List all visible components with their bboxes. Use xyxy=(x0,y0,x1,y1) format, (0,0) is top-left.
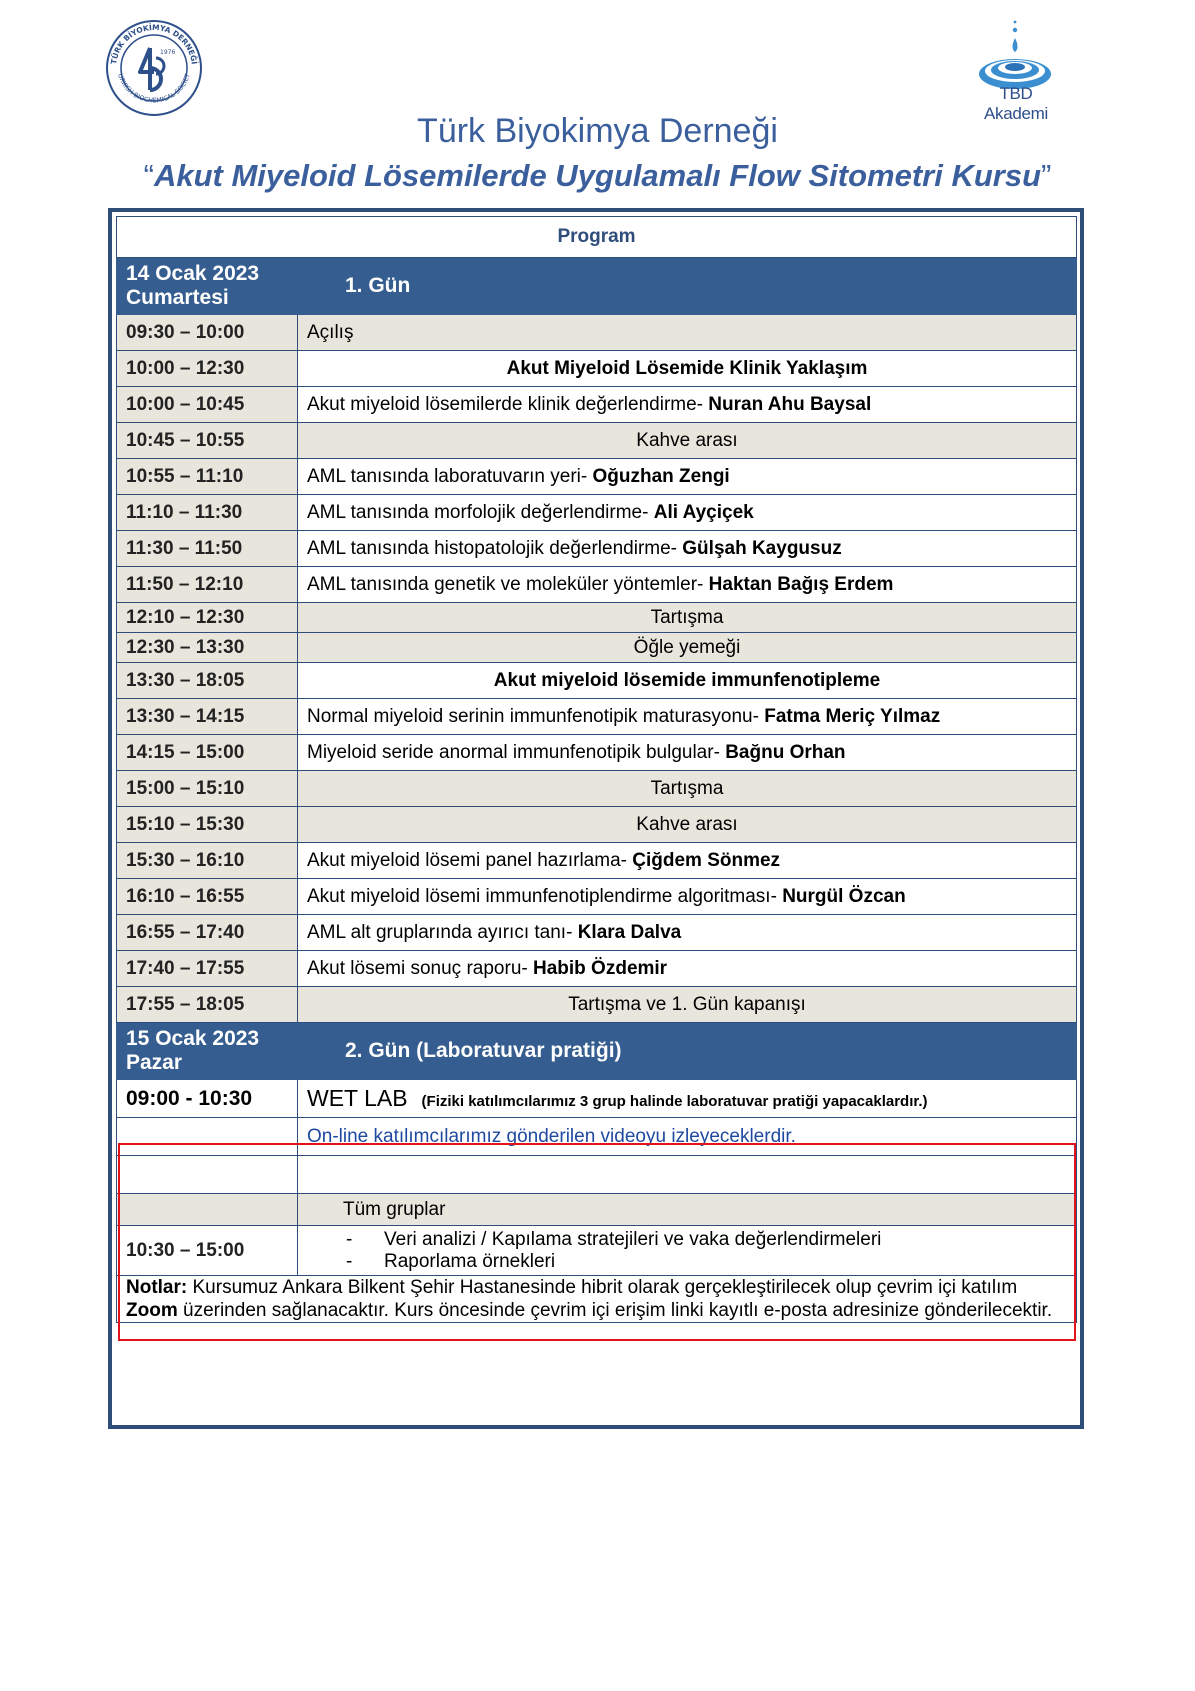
speaker-name: Oğuzhan Zengi xyxy=(592,465,730,487)
talk-cell xyxy=(298,879,1077,915)
course-title xyxy=(0,158,1195,194)
analysis-row xyxy=(117,1226,1077,1276)
speaker-name: Gülşah Kaygusuz xyxy=(682,537,842,559)
day2-date-line1: 15 Ocak 2023 xyxy=(126,1027,260,1050)
schedule-time: 16:10 – 16:55 xyxy=(117,879,298,915)
open-quote: “ xyxy=(143,158,154,193)
online-time-empty xyxy=(117,1118,298,1156)
schedule-row xyxy=(117,843,1077,879)
day1-label: 1. Gün xyxy=(298,258,1077,315)
schedule-row xyxy=(117,315,1077,351)
talk-title: AML alt gruplarında ayırıcı tanı- xyxy=(307,921,578,943)
schedule-time: 13:30 – 14:15 xyxy=(117,699,298,735)
talk-cell xyxy=(298,735,1077,771)
talk-title: AML tanısında genetik ve moleküler yöntemler- xyxy=(307,573,709,595)
talk-title: AML tanısında laboratuvarın yeri- xyxy=(307,465,593,487)
talk-cell xyxy=(298,387,1077,423)
day2-date xyxy=(117,1023,298,1080)
analysis-time: 10:30 – 15:00 xyxy=(117,1226,298,1276)
speaker-name: Klara Dalva xyxy=(577,921,682,943)
program-title-row xyxy=(117,217,1077,258)
notes-label: Notlar: xyxy=(126,1277,188,1298)
talk-cell xyxy=(298,495,1077,531)
talk-title: AML tanısında morfolojik değerlendirme- xyxy=(307,501,654,523)
talk-cell xyxy=(298,315,1077,351)
break-label: Kahve arası xyxy=(298,423,1077,459)
course-title-text: Akut Miyeloid Lösemilerde Uygulamalı Flow Sitometri Kursu xyxy=(153,158,1042,193)
schedule-row xyxy=(117,771,1077,807)
schedule-row xyxy=(117,387,1077,423)
schedule-row xyxy=(117,699,1077,735)
analysis-cell xyxy=(298,1226,1077,1276)
close-quote: ” xyxy=(1041,158,1052,193)
analysis-item: - Veri analizi / Kapılama stratejileri ve vaka değerlendirmeleri xyxy=(342,1229,1067,1251)
schedule-time: 11:30 – 11:50 xyxy=(117,531,298,567)
schedule-time: 11:50 – 12:10 xyxy=(117,567,298,603)
talk-cell xyxy=(298,531,1077,567)
schedule-time: 15:10 – 15:30 xyxy=(117,807,298,843)
schedule-row xyxy=(117,915,1077,951)
tbd-seal-logo xyxy=(104,18,204,118)
schedule-time: 15:00 – 15:10 xyxy=(117,771,298,807)
schedule-row xyxy=(117,735,1077,771)
empty-row xyxy=(117,1156,1077,1194)
groups-label: Tüm gruplar xyxy=(298,1194,1077,1226)
schedule-row xyxy=(117,663,1077,699)
day1-date-line2: Cumartesi xyxy=(126,286,229,309)
speaker-name: Habib Özdemir xyxy=(533,957,668,979)
talk-cell xyxy=(298,915,1077,951)
wetlab-title: WET LAB xyxy=(307,1085,408,1111)
day1-header xyxy=(117,258,1077,315)
schedule-row xyxy=(117,987,1077,1023)
schedule-time: 14:15 – 15:00 xyxy=(117,735,298,771)
schedule-time: 15:30 – 16:10 xyxy=(117,843,298,879)
tbd-akademi-label: TBD Akademi xyxy=(983,84,1049,123)
schedule-time: 10:00 – 12:30 xyxy=(117,351,298,387)
schedule-time: 09:30 – 10:00 xyxy=(117,315,298,351)
day1-date-line1: 14 Ocak 2023 xyxy=(126,262,260,285)
wetlab-row xyxy=(117,1080,1077,1118)
speaker-name: Fatma Meriç Yılmaz xyxy=(764,705,941,727)
schedule-row xyxy=(117,951,1077,987)
talk-cell xyxy=(298,459,1077,495)
schedule-time: 10:55 – 11:10 xyxy=(117,459,298,495)
schedule-row xyxy=(117,459,1077,495)
schedule-time: 17:55 – 18:05 xyxy=(117,987,298,1023)
speaker-name: Haktan Bağış Erdem xyxy=(708,573,894,595)
schedule-row xyxy=(117,351,1077,387)
svg-text:1976: 1976 xyxy=(160,49,176,56)
break-label: Tartışma xyxy=(298,771,1077,807)
day2-date-line2: Pazar xyxy=(126,1051,183,1074)
day2-header xyxy=(117,1023,1077,1080)
notes xyxy=(117,1276,1077,1323)
schedule-time: 17:40 – 17:55 xyxy=(117,951,298,987)
schedule-row xyxy=(117,879,1077,915)
speaker-name: Çiğdem Sönmez xyxy=(632,849,781,871)
empty-time-cell xyxy=(117,1156,298,1194)
schedule-time: 10:00 – 10:45 xyxy=(117,387,298,423)
talk-title: Açılış xyxy=(307,321,354,343)
session-title: Akut Miyeloid Lösemide Klinik Yaklaşım xyxy=(298,351,1077,387)
talk-title: Akut lösemi sonuç raporu- xyxy=(307,957,533,979)
day2-label: 2. Gün (Laboratuvar pratiği) xyxy=(298,1023,1077,1080)
schedule-time: 10:45 – 10:55 xyxy=(117,423,298,459)
notes-zoom: Zoom xyxy=(126,1300,178,1321)
svg-text:TÜRK BİYOKİMYA DERNEĞİ: TÜRK BİYOKİMYA DERNEĞİ xyxy=(109,22,199,65)
talk-cell xyxy=(298,567,1077,603)
break-label: Kahve arası xyxy=(298,807,1077,843)
talk-title: Miyeloid seride anormal immunfenotipik bulgular- xyxy=(307,741,726,763)
break-label: Tartışma xyxy=(298,603,1077,633)
break-label: Tartışma ve 1. Gün kapanışı xyxy=(298,987,1077,1023)
wetlab-cell xyxy=(298,1080,1077,1118)
schedule-time: 16:55 – 17:40 xyxy=(117,915,298,951)
program-container xyxy=(116,216,1076,1323)
schedule-time: 11:10 – 11:30 xyxy=(117,495,298,531)
groups-row xyxy=(117,1194,1077,1226)
empty-activity-cell xyxy=(298,1156,1077,1194)
talk-title: Akut miyeloid lösemi panel hazırlama- xyxy=(307,849,633,871)
svg-text:TURKISH BIOCHEMICAL SOCIETY: URKISH BIOCHEMICAL SOCIET xyxy=(116,72,192,105)
schedule-row xyxy=(117,495,1077,531)
break-label: Öğle yemeği xyxy=(298,633,1077,663)
talk-title: Akut miyeloid lösemilerde klinik değerlendirme- xyxy=(307,393,709,415)
program-title: Program xyxy=(117,217,1077,258)
talk-title: Akut miyeloid lösemi immunfenotiplendirme algoritması- xyxy=(307,885,783,907)
notes-text-2: üzerinden sağlanacaktır. Kurs öncesinde çevrim içi erişim linki kayıtlı e-posta adresinize gönderilecektir. xyxy=(177,1300,1053,1321)
notes-row xyxy=(117,1276,1077,1323)
notes-text-1: Kursumuz Ankara Bilkent Şehir Hastanesinde hibrit olarak gerçekleştirilecek olup çevrim içi katılım xyxy=(187,1277,1018,1298)
groups-time-empty xyxy=(117,1194,298,1226)
talk-cell xyxy=(298,699,1077,735)
wetlab-time: 09:00 - 10:30 xyxy=(117,1080,298,1118)
talk-cell xyxy=(298,843,1077,879)
analysis-list xyxy=(342,1229,1067,1273)
schedule-time: 13:30 – 18:05 xyxy=(117,663,298,699)
schedule-row xyxy=(117,423,1077,459)
speaker-name: Ali Ayçiçek xyxy=(653,501,754,523)
speaker-name: Bağnu Orhan xyxy=(725,741,846,763)
wetlab-note: (Fiziki katılımcılarımız 3 grup halinde laboratuvar pratiği yapacaklardır.) xyxy=(421,1093,928,1110)
schedule-time: 12:30 – 13:30 xyxy=(117,633,298,663)
online-note-link[interactable]: On-line katılımcılarımız gönderilen videoyu izleyeceklerdir. xyxy=(298,1118,1077,1156)
session-title: Akut miyeloid lösemide immunfenotipleme xyxy=(298,663,1077,699)
schedule-row xyxy=(117,603,1077,633)
program-table xyxy=(116,216,1077,1323)
schedule-row xyxy=(117,633,1077,663)
speaker-name: Nurgül Özcan xyxy=(782,885,906,907)
schedule-row xyxy=(117,531,1077,567)
speaker-name: Nuran Ahu Baysal xyxy=(708,393,872,415)
talk-title: AML tanısında histopatolojik değerlendirme- xyxy=(307,537,683,559)
talk-title: Normal miyeloid serinin immunfenotipik maturasyonu- xyxy=(307,705,765,727)
online-row xyxy=(117,1118,1077,1156)
analysis-item: - Raporlama örnekleri xyxy=(342,1251,1067,1273)
schedule-row xyxy=(117,807,1077,843)
schedule-time: 12:10 – 12:30 xyxy=(117,603,298,633)
org-title: Türk Biyokimya Derneği xyxy=(417,112,778,150)
day1-date xyxy=(117,258,298,315)
schedule-row xyxy=(117,567,1077,603)
talk-cell xyxy=(298,951,1077,987)
